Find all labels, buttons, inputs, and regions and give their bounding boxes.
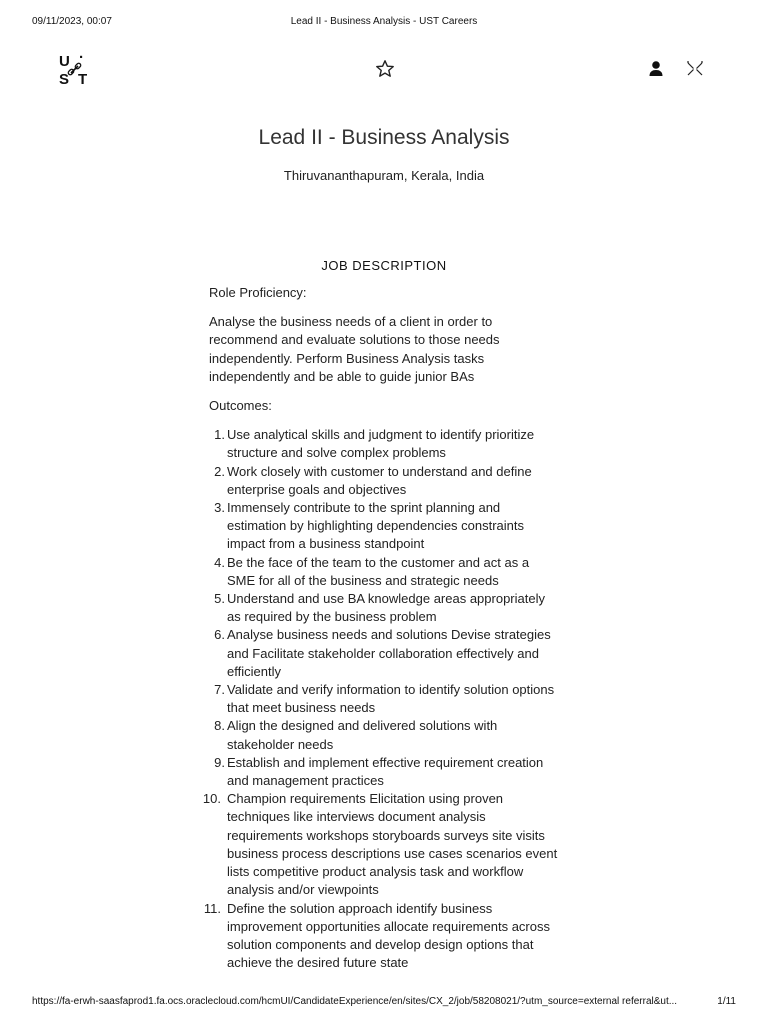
outcome-number: 1.: [214, 427, 225, 443]
outcome-item: [209, 681, 559, 717]
job-title: Lead II - Business Analysis: [258, 126, 510, 149]
outcome-item: [209, 499, 559, 554]
outcome-text: Champion requirements Elicitation using proven techniques like interviews document analysis requirements workshops storyboards surveys site visits business process descriptions use cases scenarios event lists competitive product analysis task and workflow analysis and/or viewpoints: [227, 791, 558, 898]
outcome-item: [209, 626, 559, 681]
outcome-item: [209, 754, 559, 790]
outcome-text: Establish and implement effective requirement creation and management practices: [227, 754, 544, 789]
close-icon: [686, 60, 704, 78]
print-date: 09/11/2023, 00:07: [32, 16, 112, 27]
section-heading: JOB DESCRIPTION: [321, 258, 447, 273]
outcome-text: Immensely contribute to the sprint planning and estimation by highlighting dependencies constraints impact from a business standpoint: [227, 500, 525, 552]
outcome-item: [209, 463, 559, 499]
outcome-number: 8.: [214, 718, 225, 734]
outcomes-list: [202, 426, 559, 972]
role-proficiency-label: Role Proficiency:: [209, 285, 307, 300]
outcome-number: 9.: [214, 754, 225, 770]
outcome-text: Use analytical skills and judgment to identify prioritize structure and solve complex problems: [227, 427, 535, 461]
outcome-item: [209, 554, 559, 590]
profile-button[interactable]: [648, 60, 664, 78]
outcome-number: 10.: [202, 791, 221, 807]
print-footer: [0, 996, 768, 1010]
outcome-number: 3.: [214, 500, 225, 516]
outcome-text: Validate and verify information to identify solution options that meet business needs: [227, 682, 555, 716]
role-proficiency-text: Analyse the business needs of a client in order to recommend and evaluate solutions to those needs independently. Perform Business Analysis tasks independently and be able to guide junior BAs: [209, 314, 500, 384]
print-header: [0, 16, 768, 30]
outcomes-label: Outcomes:: [209, 398, 272, 414]
star-icon: [375, 59, 395, 79]
outcome-number: 4.: [214, 554, 225, 570]
outcome-number: 2.: [214, 463, 225, 479]
favorite-button[interactable]: [375, 59, 395, 79]
print-title: Lead II - Business Analysis - UST Careers: [290, 16, 478, 27]
outcome-number: 7.: [214, 682, 225, 698]
outcome-text: Align the designed and delivered solutions with stakeholder needs: [227, 718, 498, 752]
job-location: Thiruvananthapuram, Kerala, India: [283, 168, 485, 183]
close-button[interactable]: [686, 60, 704, 78]
page-url[interactable]: https://fa-erwh-saasfaprod1.fa.ocs.oraclecloud.com/hcmUI/CandidateExperience/en/sites/CX_2/job/58208021/?utm_source=external referral&ut...: [32, 996, 678, 1007]
outcome-text: Define the solution approach identify business improvement opportunities allocate requirements across solution components and develop design options that achieve the desired future state: [227, 900, 550, 971]
outcome-item: [209, 590, 559, 626]
outcome-text: Understand and use BA knowledge areas appropriately as required by the business problem: [227, 591, 545, 625]
outcome-item: [209, 717, 559, 753]
ust-logo[interactable]: U · S T: [59, 49, 88, 88]
outcome-number: 6.: [214, 627, 225, 643]
user-icon: [648, 60, 664, 78]
page-counter: 1/11: [717, 996, 736, 1007]
outcome-number: 11.: [203, 900, 221, 916]
outcome-text: Analyse business needs and solutions Devise strategies and Facilitate stakeholder collaboration effectively and efficiently: [227, 627, 551, 679]
job-description: [202, 284, 559, 972]
outcome-item: [202, 790, 559, 899]
outcome-item: [209, 426, 559, 462]
logo-link-icon: [66, 61, 84, 79]
outcome-number: 5.: [214, 591, 225, 607]
outcome-item: [203, 900, 559, 973]
outcome-text: Be the face of the team to the customer and act as a SME for all of the business and strategic needs: [227, 554, 530, 588]
outcome-text: Work closely with customer to understand and define enterprise goals and objectives: [227, 463, 532, 497]
